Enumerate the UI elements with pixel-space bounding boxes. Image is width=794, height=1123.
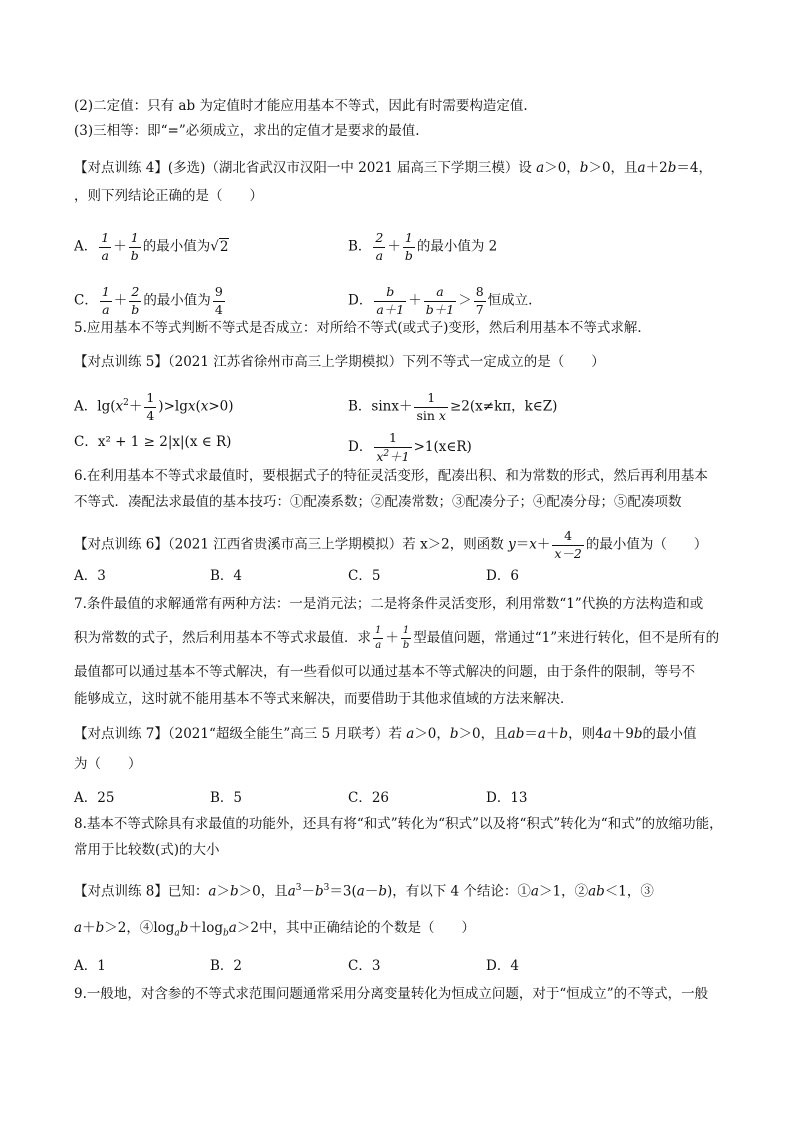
- training-7-option-a: A．25: [74, 790, 115, 806]
- training-5-option-d: D． $\frac{1}{x^2+1}$ >1(x∈R): [348, 430, 472, 464]
- training-5-option-c: C．x² + 1 ≥ 2|x|(x ∈ R): [74, 434, 232, 450]
- para-8-a: 8.基本不等式除具有求最值的功能外，还具有将“和式”转化为“积式”以及将“积式”转化为“和式”的放缩功能，: [74, 816, 723, 832]
- training-5-option-a: A．$\lg(x^2+$ $\frac{1}{4}$ )>lgx(x>0): [74, 390, 234, 423]
- training-5-stem: 【对点训练 5】（2021 江苏省徐州市高三上学期模拟）下列不等式一定成立的是（ ）: [74, 354, 605, 370]
- training-6-option-a: A．3: [74, 568, 106, 584]
- training-7-option-c: C．26: [348, 790, 390, 806]
- para-6-a: 6.在利用基本不等式求最值时，要根据式子的特征灵活变形，配凑出积、和为常数的形式，然后再利用基本: [74, 468, 708, 484]
- training-7-stem-2: 为（ ）: [74, 756, 142, 772]
- training-4-option-b: B． $\frac{2}{a}$ ＋ $\frac{1}{b}$ 的最小值为 2: [348, 230, 498, 263]
- training-4-stem-2: ，则下列结论正确的是（ ）: [74, 188, 263, 204]
- training-7-option-d: D．13: [486, 790, 528, 806]
- training-6-stem: 【对点训练 6】（2021 江西省贵溪市高三上学期模拟）若 x＞2，则函数 y＝x＋ $\frac{4}{x-2}$ 的最小值为（ ）: [74, 528, 708, 561]
- para-6-b: 不等式．凑配法求最值的基本技巧：①配凑系数；②配凑常数；③配凑分子；④配凑分母；⑤配凑项数: [74, 494, 682, 510]
- para-8-b: 常用于比较数(式)的大小: [74, 842, 220, 858]
- training-4-option-d: D． $\frac{b}{a+1}$ ＋ $\frac{a}{b+1}$ ＞ $\frac{8}{7}$ 恒成立.: [348, 284, 533, 317]
- para-7-d: 能够成立，这时就不能用基本不等式来解决，而要借助于其他求值域的方法来解决．: [74, 691, 574, 707]
- training-5-option-b: B．sinx＋ $\frac{1}{\text{sin x}}$ ≥2(x≠kπ，k∈Z): [348, 390, 558, 423]
- training-8-stem: 【对点训练 8】已知：a＞b＞0，且$a^3-b^3=3(a-b)$，有以下 4 个结论：①a＞1，②ab＜1，③: [74, 883, 654, 900]
- para-7-c: 最值都可以通过基本不等式解决，有一些看似可以通过基本不等式解决的问题，由于条件的限制，等号不: [74, 664, 695, 680]
- training-8-option-a: A．1: [74, 958, 106, 974]
- training-6-option-c: C．5: [348, 568, 381, 584]
- training-6-option-b: B．4: [210, 568, 243, 584]
- training-8-option-d: D．4: [486, 958, 519, 974]
- training-4-option-a: A． $\frac{1}{a}$ ＋ $\frac{1}{b}$ 的最小值为√2: [74, 230, 229, 263]
- training-8-option-b: B．2: [210, 958, 243, 974]
- para-9: 9.一般地，对含参的不等式求范围问题通常采用分离变量转化为恒成立问题，对于“恒成立”的不等式，一般: [74, 986, 709, 1002]
- training-6-option-d: D．6: [486, 568, 519, 584]
- training-4-stem: 【对点训练 4】(多选)（湖北省武汉市汉阳一中 2021 届高三下学期三模）设 a＞0，b＞0，且a＋2b＝4，: [74, 160, 712, 176]
- training-8-stem-2: a＋b＞2，$④\log_ab+\log_ba>2$中，其中正确结论的个数是（ ）: [74, 920, 475, 939]
- training-7-option-b: B．5: [210, 790, 243, 806]
- para-3-equality: (3)三相等：即“=”必须成立，求出的定值才是要求的最值.: [74, 123, 420, 139]
- training-8-option-c: C．3: [348, 958, 381, 974]
- para-2-definite-value: (2)二定值：只有 ab 为定值时才能应用基本不等式，因此有时需要构造定值.: [74, 98, 528, 114]
- para-5: 5.应用基本不等式判断不等式是否成立：对所给不等式(或式子)变形，然后利用基本不等式求解．: [74, 320, 651, 336]
- para-7-a: 7.条件最值的求解通常有两种方法：一是消元法；二是将条件灵活变形，利用常数“1”代换的方法构造和或: [74, 596, 704, 612]
- training-7-stem: 【对点训练 7】（2021“超级全能生”高三 5 月联考）若 a＞0，b＞0，且ab＝a＋b，则4a＋9b的最小值: [74, 726, 697, 742]
- para-7-b: 积为常数的式子，然后利用基本不等式求最值．求 $\frac{1}{a}$ ＋ $\frac{1}{b}$ 型最值问题，常通过“1”来进行转化，但不是所有的: [74, 625, 720, 651]
- training-4-option-c: C． $\frac{1}{a}$ ＋ $\frac{2}{b}$ 的最小值为 $\frac{9}{4}$: [74, 284, 223, 317]
